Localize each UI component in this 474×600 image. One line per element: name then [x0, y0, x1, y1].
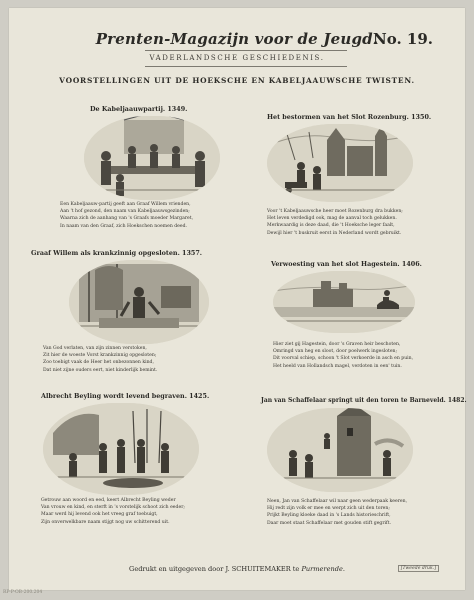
sheet-title: Prenten-Magazijn voor de Jeugd. — [95, 30, 379, 48]
panel-count-confined — [31, 249, 243, 373]
panel-hagestein-destruction — [271, 260, 474, 369]
verse-line: Getrouw aan woord en eed, keert Albrecht Beyling weder — [41, 498, 176, 503]
verse-line: Zit hier de woeste Vorst krankzinnig opgesloten; — [43, 353, 157, 359]
engraving-execution — [43, 403, 199, 495]
panel-verse — [273, 341, 413, 370]
top-rule — [145, 50, 347, 51]
verse-line: Zijn onverwelkbare naam stijgt nog uw schitterend uit. — [41, 519, 170, 525]
print-sheet — [9, 8, 465, 590]
verse-line: Dat niet zijne ouders eert, niet kinderlijk bemint. — [43, 367, 158, 373]
panel-verse — [43, 345, 157, 374]
verse-line: Hij redt zijn volk er mee en werpt zich uit den toren; — [267, 506, 390, 512]
verse-line: Maar werd hij levend ook het vreeg graf toebuigt, — [41, 512, 158, 518]
bottom-rule — [145, 66, 347, 67]
panel-beyling-buried — [41, 392, 253, 525]
engraving-tower-jump — [267, 408, 413, 492]
verse-line: Waarna zich de aanhang van 's Graafs moeder Margaret, — [60, 216, 194, 222]
verse-line: Zoo toebigt vaak de Heer het onbezonnen kind, — [43, 360, 154, 366]
panel-schaffelaar-jump — [261, 397, 473, 526]
verse-line: Hier ziet gij Hagestein, door 's Graven heir beschoten, — [273, 342, 401, 347]
verse-line: Het leven verdedigd ook, mag de aanval toch gelukken. — [267, 216, 397, 222]
sheet-heading: VOORSTELLINGEN UIT DE HOEKSCHE EN KABELJAAUWSCHE TWISTEN. — [59, 76, 415, 85]
panel-verse — [267, 208, 403, 237]
engraving-castle-siege — [267, 124, 413, 202]
panel-caption: Het bestormen van het Slot Rozenburg. 1350. — [267, 113, 432, 121]
issue-number: No. 19. — [373, 30, 433, 48]
panel-caption: Graaf Willem als krankzinnig opgesloten. 1357. — [31, 249, 203, 257]
verse-line: Neen, Jan van Schaffelaar wil naar geen wederpaak keeren, — [267, 499, 408, 504]
verse-line: Dewijl hier 't buskruit eerst in Nederland wordt gebruikt. — [267, 230, 402, 236]
verse-line: Van vrouw en kind, en sterft in 's vorstelijk schoot zich eeder; — [41, 505, 185, 511]
verse-line: Van God verlaten, van zijn zinnen verstoken, — [43, 346, 147, 351]
panel-rozenburg-siege — [249, 113, 461, 236]
verse-line: Aan 't hof gezond, den naam van Kabeljaauwsgezinden; — [60, 209, 190, 215]
panel-caption: Verwoesting van het slot Hagestein. 1406. — [271, 260, 422, 268]
engraving-prison-room — [69, 260, 209, 344]
verse-line: Omringd van heg en sloot, door poelwerk ingesloten; — [273, 349, 398, 355]
verse-line: Prijkt Beyling kloeke daad in 's Lands historieschrift, — [267, 513, 391, 519]
verse-line: Een Kabeljaauw-partij geeft aan Graaf Willem vrienden, — [60, 202, 191, 207]
verse-line: Dit voorval schiep, schoon 't Slot verkoerde in asch en puin, — [273, 356, 414, 362]
engraving-riverside-castle — [273, 271, 415, 333]
verse-line: Voor 't Kabeljaauwsche heer moet Rozenburg dra bukken; — [267, 209, 403, 214]
edition-stamp: [Tweede druk.] — [398, 565, 439, 572]
engraving-council-table — [84, 116, 220, 200]
verse-line: Daar moet staat Schaffelaar met gouden stift gegrift. — [267, 520, 392, 526]
imprint-text: Gedrukt en uitgegeven door J. SCHUITEMAKER te — [129, 565, 300, 573]
panel-caption: De Kabeljaauwpartij. 1349. — [90, 105, 188, 113]
panel-kabeljauw-party — [24, 105, 236, 229]
verse-line: Het heeld van Hollandsch magel, verdoten in een' tuin. — [273, 363, 402, 369]
panel-verse — [60, 201, 193, 230]
verse-line: In naam van den Graaf, zich Hoekschen noemen deed. — [60, 223, 188, 229]
panel-verse — [41, 497, 185, 526]
imprint-line — [9, 565, 465, 573]
panel-verse — [267, 498, 407, 527]
inventory-mark: RP-P-OB-200.204 — [3, 590, 43, 595]
panel-caption: Albrecht Beyling wordt levend begraven. 1425. — [41, 392, 210, 400]
panel-caption: Jan van Schaffelaar springt uit den toren te Barneveld. 1482. — [261, 397, 467, 404]
series-subtitle: VADERLANDSCHE GESCHIEDENIS. — [149, 54, 325, 62]
imprint-place: Purmerende. — [301, 565, 345, 573]
verse-line: Merkwaardig is deze daad, die 't Hoeksche leger faalt, — [267, 223, 395, 229]
